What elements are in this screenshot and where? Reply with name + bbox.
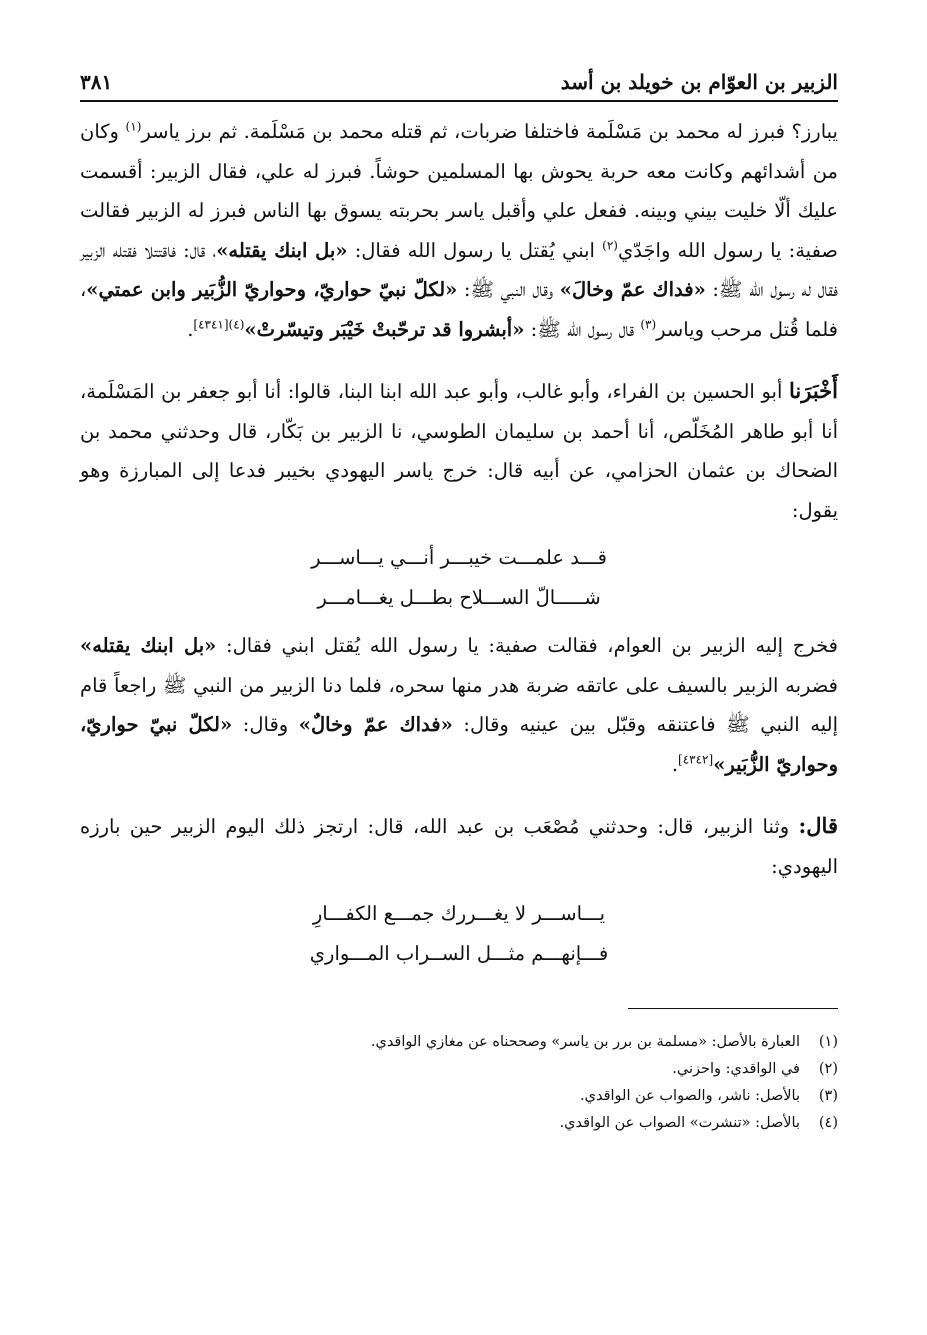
paragraph-1: يبارز؟ فبرز له محمد بن مَسْلَمة فاختلفا ضربات، ثم قتله محمد بن مَسْلَمة. ثم برز ياسر$^{(١)}$ وكان من أشدائهم وكانت معه حربة يحوش بها المسلمين حوشاً. فبرز له علي، فقال الزبير: أقسمت عليك ألّا خليت بيني وبينه. ففعل علي وأقبل ياسر بحربته يسوق بها الناس فبرز له الزبير فقالت صفية: يا رسول الله واجَدّي$^{(٢)}$ ابني يُقتل يا رسول الله فقال: «بل ابنك يقتله»، قال: فاقتتلا فقتله الزبير فقال له رسول الله ﷺ: «فداك عمّ وخالَ» وقال النبي ﷺ: «لكلّ نبيّ حواريّ، وحواريّ الزُّبَير وابن عمتي»، فلما قُتل مرحب وياسر$^{(٣)}$ قال رسول الله ﷺ: «أبشروا قد ترحّبتْ خَيْبَر وتيسّرتْ»$^{(٤)[٤٣٤١]}$.: [80, 119, 838, 341]
quote: «لكلّ نبيّ حواريّ، وحواريّ الزُّبَير»: [80, 713, 838, 776]
verse-line: يـــاســـر لا يغـــررك جمـــع الكفـــارِ: [312, 902, 606, 925]
footnote-ref-4[interactable]: (٤)[٤٣٤١]: [193, 317, 245, 331]
quote: «لكلّ نبيّ حواريّ، وحواريّ الزُّبَير وابن عمتي»: [86, 278, 458, 301]
verse-block-1: [80, 538, 838, 618]
quote: «بل ابنك يقتله»: [80, 634, 217, 657]
paragraph-4: قال: وثنا الزبير، قال: وحدثني مُصْعَب بن عبد الله، قال: ارتجز ذلك اليوم الزبير حين بارزه اليهودي:: [80, 813, 838, 878]
verse-line: فـــإنهـــم مثـــل الســراب المـــواري: [309, 942, 609, 965]
footnote: (٤) بالأصل: «تنشرت» الصواب عن الواقدي.: [559, 1115, 838, 1131]
verse-line: شـــــالّ الســـلاح بطـــل يغـــامـــر: [317, 586, 601, 609]
footnotes: [80, 1029, 838, 1137]
quote: «فداك عمّ وخالَ»: [559, 278, 706, 301]
quote: «بل ابنك يقتله»: [216, 238, 348, 262]
footnote: (٢) في الواقدي: واحزني.: [672, 1061, 838, 1077]
quote: «أبشروا قد ترحّبتْ خَيْبَر وتيسّرتْ»: [244, 317, 525, 341]
footnote-ref-1[interactable]: (١): [125, 119, 142, 134]
quote: «فداك عمّ وخالٌ»: [298, 713, 453, 736]
footnote: (٣) بالأصل: ناشر، والصواب عن الواقدي.: [580, 1088, 838, 1104]
footnote-ref-2[interactable]: (٢): [602, 238, 618, 252]
footnote-divider: [628, 1008, 838, 1009]
footnote: (١) العبارة بالأصل: «مسلمة بن برر بن ياسر» وصححناه عن مغازي الواقدي.: [370, 1034, 838, 1050]
paragraph-2: أَخْبَرَنا أبو الحسين بن الفراء، وأبو غالب، وأبو عبد الله ابنا البنا، قالوا: أنا أبو جعفر بن المَسْلَمة، أنا أبو طاهر المُخَلّص، أنا أحمد بن سليمان الطوسي، نا الزبير بن بَكّار، قال وحدثني محمد بن الضحاك بن عثمان الحزامي، عن أبيه قال: خرج ياسر اليهودي بخيبر فدعا إلى المبارزة وهو يقول:: [80, 378, 838, 522]
chain-lead: قال:: [798, 813, 838, 838]
hadith-ref: [٤٣٤٢]: [678, 752, 714, 766]
book-page: [80, 60, 838, 1137]
verse-line: قـــد علمـــت خيبـــر أنـــي يـــاســـر: [311, 546, 607, 569]
paragraph-3: فخرج إليه الزبير بن العوام، فقالت صفية: يا رسول الله يُقتل ابني فقال: «بل ابنك يقتله» فضربه الزبير بالسيف على عاتقه ضربة هدر منها سحره، فلما دنا الزبير من النبي ﷺ راجعاً قام إليه النبي ﷺ فاعتنقه وقبّل بين عينيه وقال: «فداك عمّ وخالٌ» وقال: «لكلّ نبيّ حواريّ، وحواريّ الزُّبَير»[٤٣٤٢].: [80, 634, 839, 776]
footnote-ref-3[interactable]: (٣): [640, 317, 657, 331]
verse-block-2: [80, 894, 838, 974]
header-title: الزبير بن العوّام بن خويلد بن أسد: [560, 70, 838, 94]
chain-lead: أَخْبَرَنا: [789, 378, 838, 403]
running-header: [80, 60, 838, 102]
page-number: ٣٨١: [80, 70, 113, 94]
